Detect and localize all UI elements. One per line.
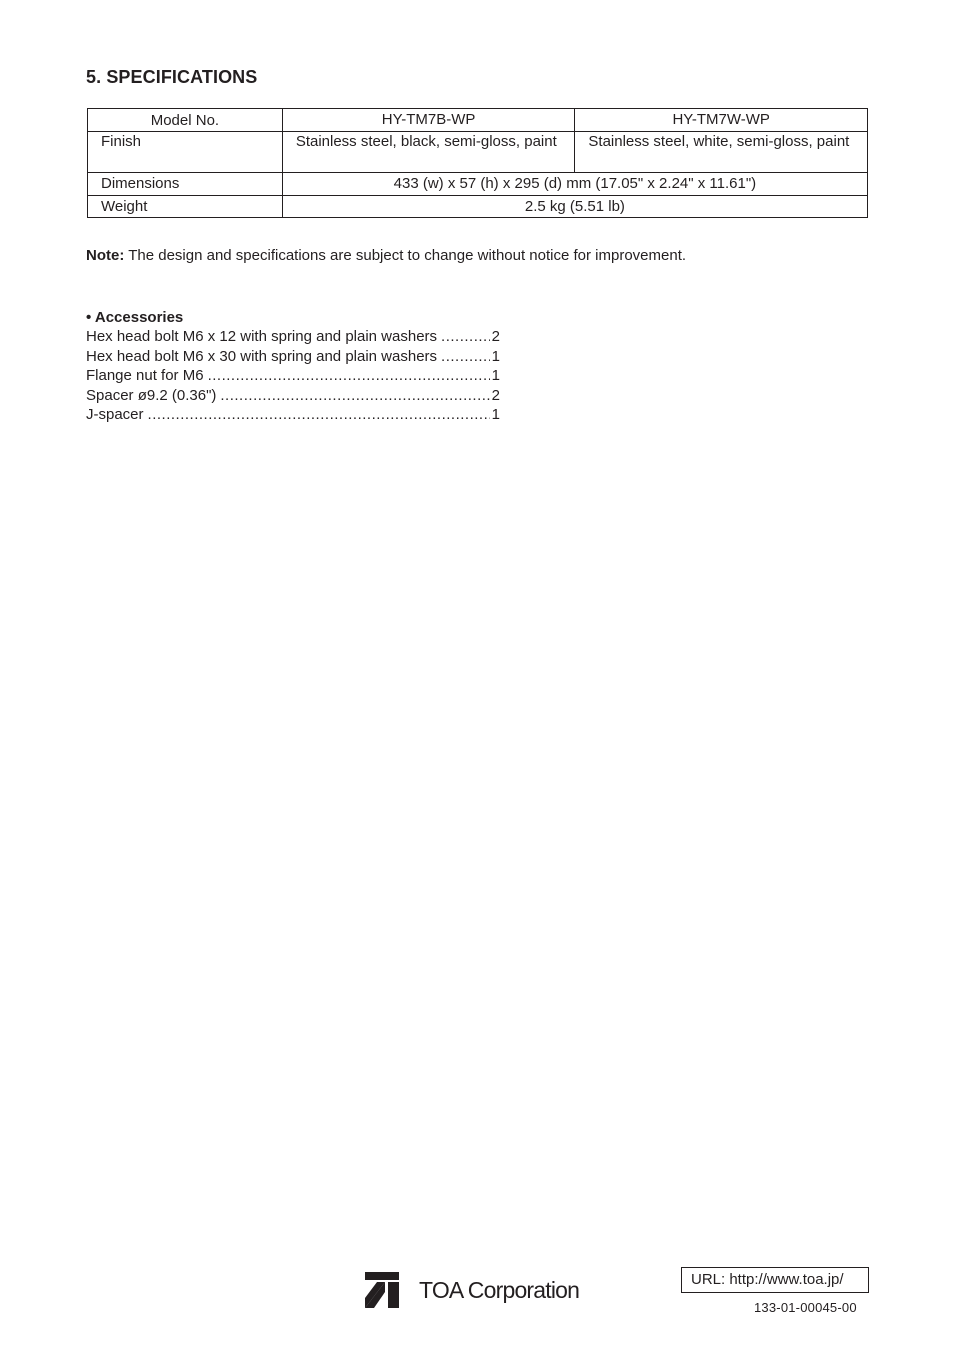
- document-code: 133-01-00045-00: [754, 1300, 857, 1315]
- accessory-name: Flange nut for M6: [86, 367, 204, 385]
- finish-label: Finish: [88, 132, 283, 173]
- list-item: [86, 366, 500, 385]
- list-item: [86, 327, 500, 346]
- accessory-name: J-spacer: [86, 406, 144, 424]
- finish-model-w: Stainless steel, white, semi-gloss, paint: [575, 132, 868, 173]
- table-row-dimensions: [88, 173, 868, 196]
- list-item: [86, 386, 500, 405]
- header-model-w: HY-TM7W-WP: [575, 109, 868, 132]
- dot-leader: [204, 366, 490, 385]
- table-row-header: [88, 109, 868, 132]
- dot-leader: [437, 327, 490, 346]
- specifications-table: [87, 108, 868, 218]
- accessory-qty: 1: [491, 406, 500, 424]
- toa-logo-icon: [365, 1272, 399, 1308]
- list-item: [86, 405, 500, 424]
- dot-leader: [216, 386, 490, 405]
- accessory-qty: 1: [491, 367, 500, 385]
- note-text: The design and specifications are subject to change without notice for improvement.: [124, 247, 687, 264]
- note-paragraph: [86, 247, 686, 264]
- header-model-label: Model No.: [88, 109, 283, 132]
- accessory-name: Spacer ø9.2 (0.36"): [86, 386, 217, 404]
- table-row-weight: [88, 196, 868, 218]
- table-row-finish: [88, 132, 868, 173]
- accessories-list: [86, 308, 500, 424]
- accessory-name: Hex head bolt M6 x 12 with spring and plain washers: [86, 328, 438, 346]
- accessories-title: • Accessories: [86, 309, 184, 326]
- list-item: [86, 347, 500, 366]
- section-title: 5. SPECIFICATIONS: [86, 67, 258, 87]
- url-box[interactable]: URL: http://www.toa.jp/: [681, 1267, 869, 1293]
- weight-label: Weight: [88, 196, 283, 218]
- accessory-qty: 1: [491, 347, 500, 365]
- accessory-name: Hex head bolt M6 x 30 with spring and plain washers: [86, 347, 438, 365]
- company-name: TOA Corporation: [419, 1276, 580, 1303]
- weight-value: 2.5 kg (5.51 lb): [282, 196, 867, 218]
- company-logo: [365, 1272, 579, 1308]
- dot-leader: [437, 347, 490, 366]
- finish-model-b: Stainless steel, black, semi-gloss, paint: [282, 132, 575, 173]
- dot-leader: [144, 405, 490, 424]
- dimensions-value: 433 (w) x 57 (h) x 295 (d) mm (17.05" x 2.24" x 11.61"): [282, 173, 867, 196]
- note-label: Note:: [86, 247, 125, 264]
- accessory-qty: 2: [491, 386, 500, 404]
- dimensions-label: Dimensions: [88, 173, 283, 196]
- header-model-b: HY-TM7B-WP: [282, 109, 575, 132]
- accessory-qty: 2: [491, 328, 500, 346]
